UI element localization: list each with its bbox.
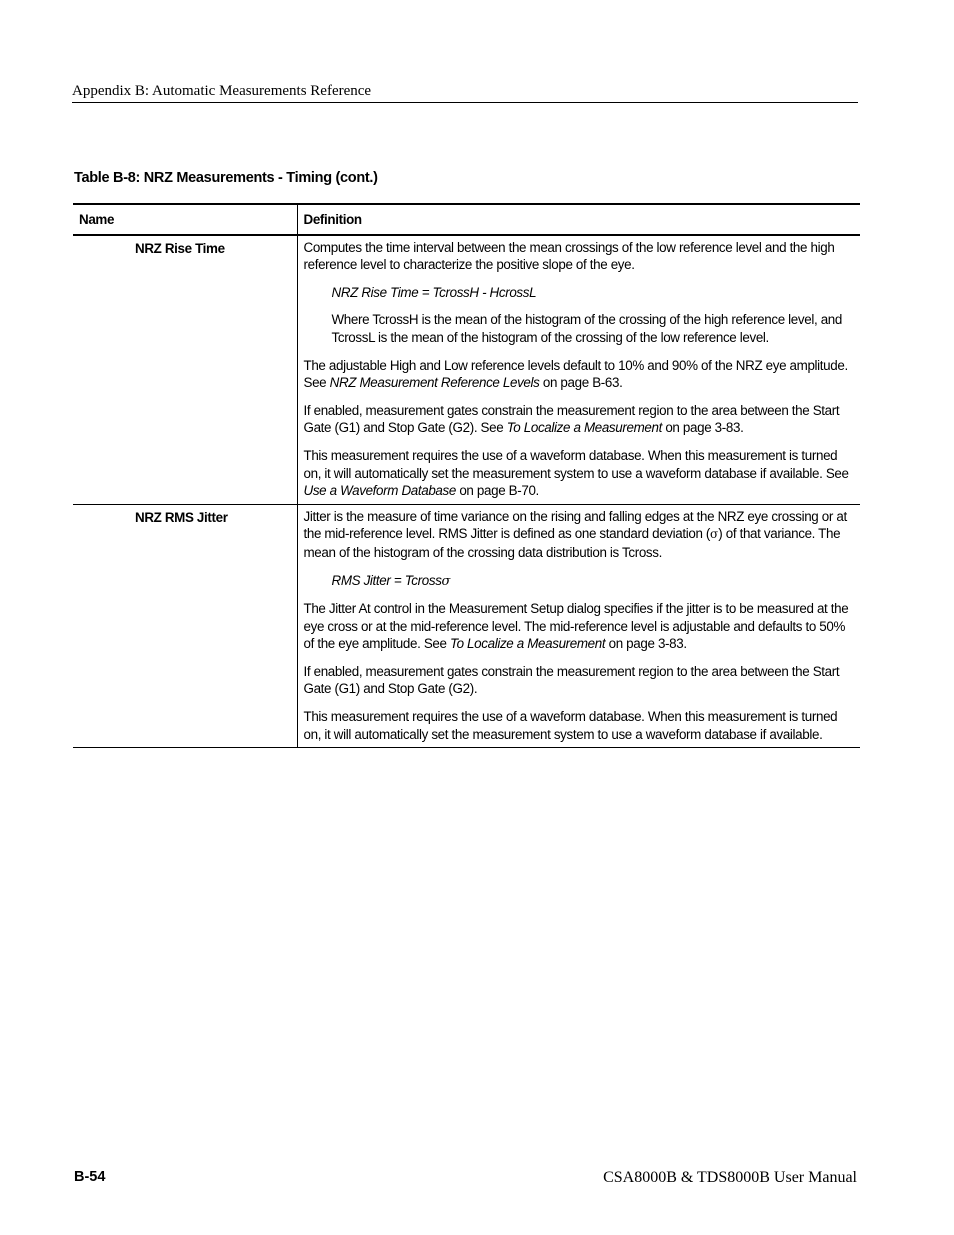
text: ) of that variance. The mean of the histogram of the crossing data distribution is Tcross.	[303, 526, 841, 560]
text: Jitter is the measure of time variance on the rising and falling edges at the NRZ eye crossing or at the mid-reference level. RMS Jitter is defined as one standard deviation (	[303, 508, 847, 542]
cross-reference: To Localize a Measurement	[506, 420, 662, 436]
definition-paragraph	[304, 357, 857, 392]
text: If enabled, measurement gates constrain the measurement region to the area between the Start Gate (G1) and Stop Gate (G2). See	[303, 402, 840, 436]
measurement-definition	[297, 235, 860, 505]
sigma-symbol: σ	[710, 527, 719, 542]
definition-paragraph: If enabled, measurement gates constrain the measurement region to the area between the Start Gate (G1) and Stop Gate (G2).	[303, 663, 840, 697]
definition-paragraph	[304, 447, 857, 500]
measurement-name: NRZ Rise Time	[73, 235, 297, 505]
formula	[332, 572, 857, 591]
definition-paragraph	[304, 402, 857, 437]
column-header-name: Name	[73, 204, 297, 235]
definition-paragraph: Where TcrossH is the mean of the histogram of the crossing of the high reference level, and TcrossL is the mean of the histogram of the crossing of the low reference level.	[331, 312, 843, 345]
text: The adjustable High and Low reference levels default to 10% and 90% of the NRZ eye amplitude. See	[303, 357, 848, 391]
cross-reference: Use a Waveform Database	[303, 483, 456, 499]
measurement-definition	[297, 504, 860, 748]
text: on page 3-83.	[605, 636, 687, 652]
formula-text: RMS Jitter = Tcross	[331, 572, 442, 588]
table-row	[73, 504, 860, 748]
formula: NRZ Rise Time = TcrossH - HcrossL	[331, 284, 537, 300]
nrz-timing-table	[73, 203, 860, 748]
page-number: B-54	[74, 1169, 106, 1185]
manual-title: CSA8000B & TDS8000B User Manual	[603, 1169, 857, 1186]
definition-paragraph	[304, 600, 857, 653]
text: on page B-63.	[539, 375, 623, 391]
text: The Jitter At control in the Measurement Setup dialog specifies if the jitter is to be measured at the eye cross or at the mid-reference level. The mid-reference level is adjustable and defaults to 50% of the eye amplitude. See	[303, 601, 849, 652]
cross-reference: To Localize a Measurement	[449, 636, 606, 652]
definition-paragraph: Computes the time interval between the mean crossings of the low reference level and the high reference level to characterize the positive slope of the eye.	[303, 239, 835, 273]
column-header-definition: Definition	[297, 204, 860, 235]
text: on page B-70.	[455, 483, 539, 499]
table-row	[73, 235, 860, 505]
text: This measurement requires the use of a waveform database. When this measurement is turned on, it will automatically set the measurement system to use a waveform database if available. See	[303, 447, 849, 481]
sigma-symbol: σ	[441, 573, 451, 589]
measurement-name: NRZ RMS Jitter	[73, 504, 297, 748]
text: on page 3-83.	[661, 420, 744, 436]
header-rule	[72, 102, 858, 103]
definition-paragraph: This measurement requires the use of a waveform database. When this measurement is turned on, it will automatically set the measurement system to use a waveform database if available.	[303, 709, 838, 742]
running-head: Appendix B: Automatic Measurements Reference	[72, 83, 372, 99]
definition-paragraph	[304, 508, 857, 562]
table-header-row	[73, 204, 860, 235]
table-caption: Table B-8: NRZ Measurements - Timing (cont.)	[74, 170, 378, 186]
cross-reference: NRZ Measurement Reference Levels	[329, 375, 540, 391]
